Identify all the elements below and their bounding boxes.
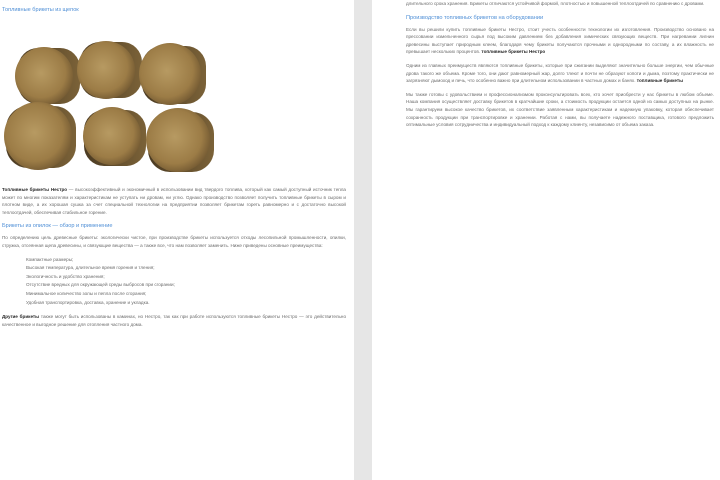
bold-text: Другие брикеты [2, 314, 40, 320]
paragraph-text: Если вы решили купить топливные брикеты Нестро, стоит учесть особенности технологии их изготовления. Производство основано на прессовании измельченного сырья под высоким давлением без добавления химических связующих веществ. При нагревании лигнин древесины выступает природным клеем, благодаря чему брикеты получаются прочными и однородными по составу, а их влажность не превышает нескольких процентов. [406, 26, 714, 55]
bold-text: Топливные брикеты Нестро [2, 187, 68, 192]
bullet-list [2, 256, 346, 308]
list-item: Удобная транспортировка, доставка, хранение и укладка. [26, 299, 346, 308]
paragraph: Мы также готовы с удовольствием и профессионализмом проконсультировать всех, кто хочет приобрести у нас брикеты в любом объеме. Наша компания осуществляет доставку брикетов в кратчайшие сроки, а стоимость продукции остается одной из самых доступных на рынке. Мы гарантируем высокое качество брикетов, их соответствие заявленным характеристикам и надежную упаковку, которая обеспечивает сохранность продукции при транспортировке и хранении. Работая с нами, вы получаете надежного поставщика, готового предложить оптимальные условия сотрудничества и индивидуальный подход к каждому клиенту, независимо от объема заказа. [406, 91, 714, 128]
paragraph-text: — высокоэффективный и экономичный в использовании вид твердого топлива, который как самый доступный источник тепла может по многим показателям и характеристикам не уступать ни дровам, ни углю. Однако производство позволяет получить топливные брикеты в сыром и плотном виде, а их хорошая сушка за счет специальной технологии на предприятии позволяет брикетам гореть равномерно и с достаточно высокой теплоотдачей, обеспечивая стабильное горение. [2, 187, 346, 215]
document-page-right [372, 0, 720, 480]
list-item: Высокая температура, длительное время горения и тления; [26, 264, 346, 273]
section-heading: Производство топливных брикетов на оборудовании [406, 14, 544, 21]
bold-text: топливные брикеты [636, 78, 684, 84]
paragraph [406, 26, 714, 56]
list-item: Минимальное количество золы и пепла после сгорания; [26, 290, 346, 299]
paragraph: длительного срока хранения. Брикеты отличаются устойчивой формой, плотностью и повышенной теплоотдачей по сравнению с дровами. [406, 1, 705, 6]
paragraph: По определению цель древесные брикеты: экологически чистое, при производстве брикеты используется отходы лесопильной промышленности, опилки, стружка, отсеянная щепа древесины, и связующие вещества — а также все, что нам позволяет заменить. Ниже приведены основные преимущества: [2, 235, 346, 248]
briquettes-photo [2, 24, 222, 174]
paragraph [406, 62, 714, 85]
paragraph [2, 186, 346, 216]
list-item: Компактные размеры; [26, 256, 346, 265]
paragraph-text: Одним из главных преимуществ являются топливные брикеты, которые при сжигании выделяют значительно больше энергии, чем обычные дрова такого же объема. Кроме того, они дают равномерный жар, долго тлеют и почти не образуют копоти и дыма, поэтому практически не загрязняют дымоход и печь, что особенно важно при длительном использовании в частных домах и банях. [406, 62, 714, 84]
bold-text: топливные брикеты Нестро [481, 49, 546, 55]
paragraph [2, 313, 346, 328]
document-page-left [0, 0, 354, 480]
list-item: Отсутствие вредных для окружающей среды выбросов при сгорании; [26, 281, 346, 290]
section-heading: Топливные брикеты из щепок [2, 7, 79, 13]
list-item: Экологичность и удобство хранения; [26, 273, 346, 282]
paragraph-text: также могут быть использованы в каминах, но Нестро, так как при работе используются топливные брикеты Нестро — это действительно качественное и выгодное решение для отопления частного дома. [2, 314, 346, 327]
section-subheading: Брикеты из опилок — обзор и применение [2, 223, 113, 230]
